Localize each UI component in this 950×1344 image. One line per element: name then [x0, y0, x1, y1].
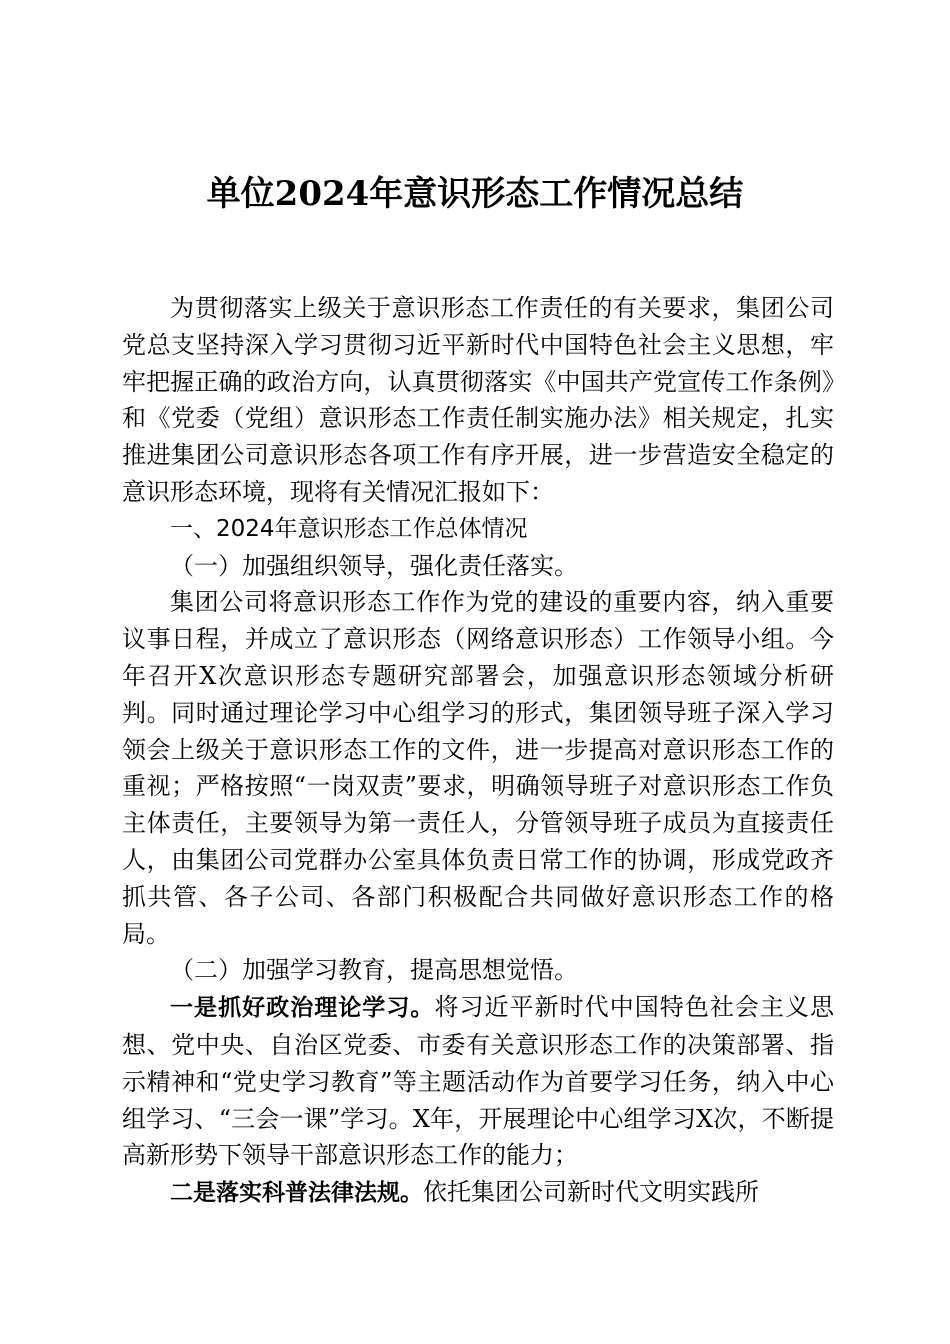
item-lead: 一是抓好政治理论学习。	[170, 995, 435, 1022]
subsection-heading: （一）加强组织领导，强化责任落实。	[170, 551, 578, 580]
item-body: 依托集团公司新时代文明实践所	[423, 1178, 759, 1207]
intro-paragraph: 为贯彻落实上级关于意识形态工作责任的有关要求，集团公司党总支坚持深入学习贯彻习近平新时代中国特色社会主义思想，牢牢把握正确的政治方向，认真贯彻落实《中国共产党宣传工作条例》和《党委（党组）意识形态工作责任制实施办法》相关规定，扎实推进集团公司意识形态各项工作有序开展，进一步营造安全稳定的意识形态环境，现将有关情况汇报如下：	[122, 294, 834, 506]
item-body: 将习近平新时代中国特色社会主义思想、党中央、自治区党委、市委有关意识形态工作的决策部署、指示精神和“党史学习教育”等主题活动作为首要学习任务，纳入中心组学习、“三会一课”学习。X年，开展理论中心组学习X次，不断提高新形势下领导干部意识形态工作的能力；	[122, 993, 835, 1170]
document-title: 单位2024年意识形态工作情况总结	[206, 174, 744, 214]
item-lead: 二是落实科普法律法规。	[170, 1180, 423, 1207]
list-item	[122, 989, 834, 1174]
list-item	[122, 1174, 834, 1212]
section-heading: 一、2024年意识形态工作总体情况	[170, 515, 528, 542]
subsection-paragraph: 集团公司将意识形态工作作为党的建设的重要内容，纳入重要议事日程，并成立了意识形态（网络意识形态）工作领导小组。今年召开X次意识形态专题研究部署会，加强意识形态领域分析研判。同时通过理论学习中心组学习的形式，集团领导班子深入学习领会上级关于意识形态工作的文件，进一步提高对意识形态工作的重视；严格按照“一岗双责”要求，明确领导班子对意识形态工作负主体责任，主要领导为第一责任人，分管领导班子成员为直接责任人，由集团公司党群办公室具体负责日常工作的协调，形成党政齐抓共管、各子公司、各部门积极配合共同做好意识形态工作的格局。	[122, 588, 834, 948]
document-body	[122, 290, 834, 1212]
subsection-heading: （二）加强学习教育，提高思想觉悟。	[170, 956, 578, 985]
